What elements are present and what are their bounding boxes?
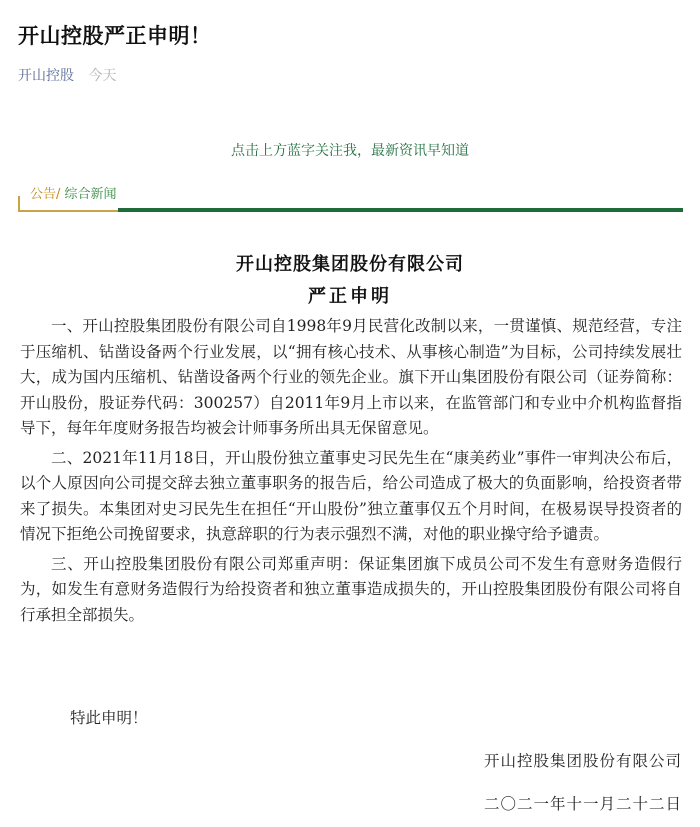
document-heading: 严正申明 <box>308 286 392 307</box>
section-tag-separator: / <box>56 187 61 202</box>
sign-off: 特此申明！ <box>70 709 148 727</box>
signature-organization: 开山控股集团股份有限公司 <box>483 752 682 770</box>
section-tag-notice: 公告 <box>30 187 57 202</box>
section-divider-green <box>118 208 683 212</box>
signature-date: 二〇二一年十一月二十二日 <box>483 795 682 813</box>
document-body <box>20 314 682 632</box>
follow-tip: 点击上方蓝字关注我，最新资讯早知道 <box>231 143 469 159</box>
section-divider-gold <box>18 196 118 212</box>
account-name-link[interactable]: 开山控股 <box>18 68 74 84</box>
paragraph-2: 二、2021年11月18日，开山股份独立董事史习民先生在“康美药业”事件一审判决公布后，以个人原因向公司提交辞去独立董事职务的报告后，给公司造成了极大的负面影响，给投资者带来了损失。本集团对史习民先生在担任“开山股份”独立董事仅五个月时间，在极易误导投资者的情况下拒绝公司挽留要求，执意辞职的行为表示强烈不满，对他的职业操守给予谴责。 <box>20 448 682 543</box>
publish-time: 今天 <box>88 68 117 84</box>
paragraph-3: 三、开山控股集团股份有限公司郑重声明：保证集团旗下成员公司不发生有意财务造假行为，如发生有意财务造假行为给投资者和独立董事造成损失的，开山控股集团股份有限公司将自行承担全部损失。 <box>20 554 682 624</box>
paragraph-1: 一、开山控股集团股份有限公司自1998年9月民营化改制以来，一贯谨慎、规范经营，专注于压缩机、钻凿设备两个行业发展，以“拥有核心技术、从事核心制造”为目标，公司持续发展壮大，成为国内压缩机、钻凿设备两个行业的领先企业。旗下开山集团股份有限公司（证券简称：开山股份，股证券代码：300257）自2011年9月上市以来，在监管部门和专业中介机构监督指导下，每年年度财务报告均被会计师事务所出具无保留意见。 <box>20 317 682 437</box>
article-title: 开山控股严正申明！ <box>18 24 212 48</box>
article-meta <box>18 65 116 85</box>
section-tag-news: 综合新闻 <box>64 187 117 202</box>
document-organization: 开山控股集团股份有限公司 <box>236 254 464 275</box>
